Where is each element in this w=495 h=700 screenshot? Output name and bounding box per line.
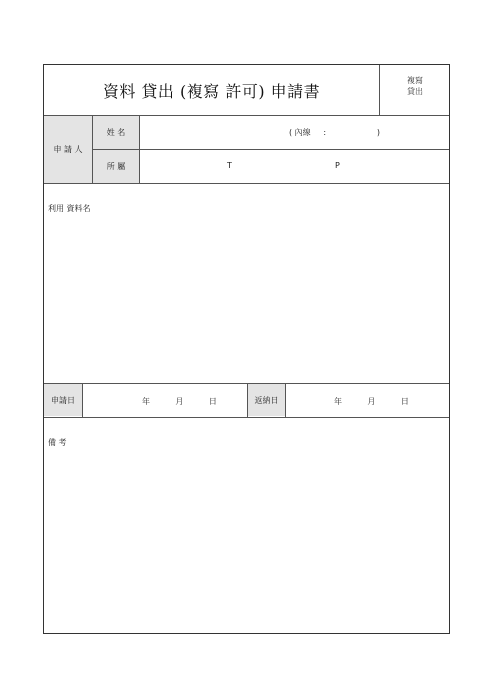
approval-box (380, 75, 450, 97)
telephone-label: T (227, 161, 232, 170)
phone-label: P (335, 161, 340, 170)
divider (285, 383, 286, 417)
remarks-label: 備 考 (48, 438, 67, 447)
name-field-extension[interactable]: ( 內線 : ) (289, 128, 381, 137)
approval-line-2: 貸出 (407, 87, 423, 96)
return-date-field[interactable]: 年 月 日 (334, 397, 409, 406)
resource-name-field[interactable] (45, 184, 449, 383)
divider (82, 383, 83, 417)
approval-line-1: 複寫 (407, 76, 423, 85)
name-label: 姓 名 (106, 128, 126, 137)
affiliation-label: 所 屬 (106, 162, 126, 171)
resource-name-label: 利用 資料名 (48, 204, 91, 213)
application-form (43, 64, 450, 634)
remarks-field[interactable] (45, 418, 449, 632)
apply-date-field[interactable]: 年 月 日 (142, 397, 217, 406)
applicant-label: 申 請 人 (53, 145, 83, 154)
return-date-label: 返納日 (254, 395, 279, 405)
form-title: 資料 貸出 (複寫 許可) 申請書 (102, 81, 321, 101)
divider (92, 149, 449, 150)
apply-date-label: 申請日 (51, 395, 75, 405)
